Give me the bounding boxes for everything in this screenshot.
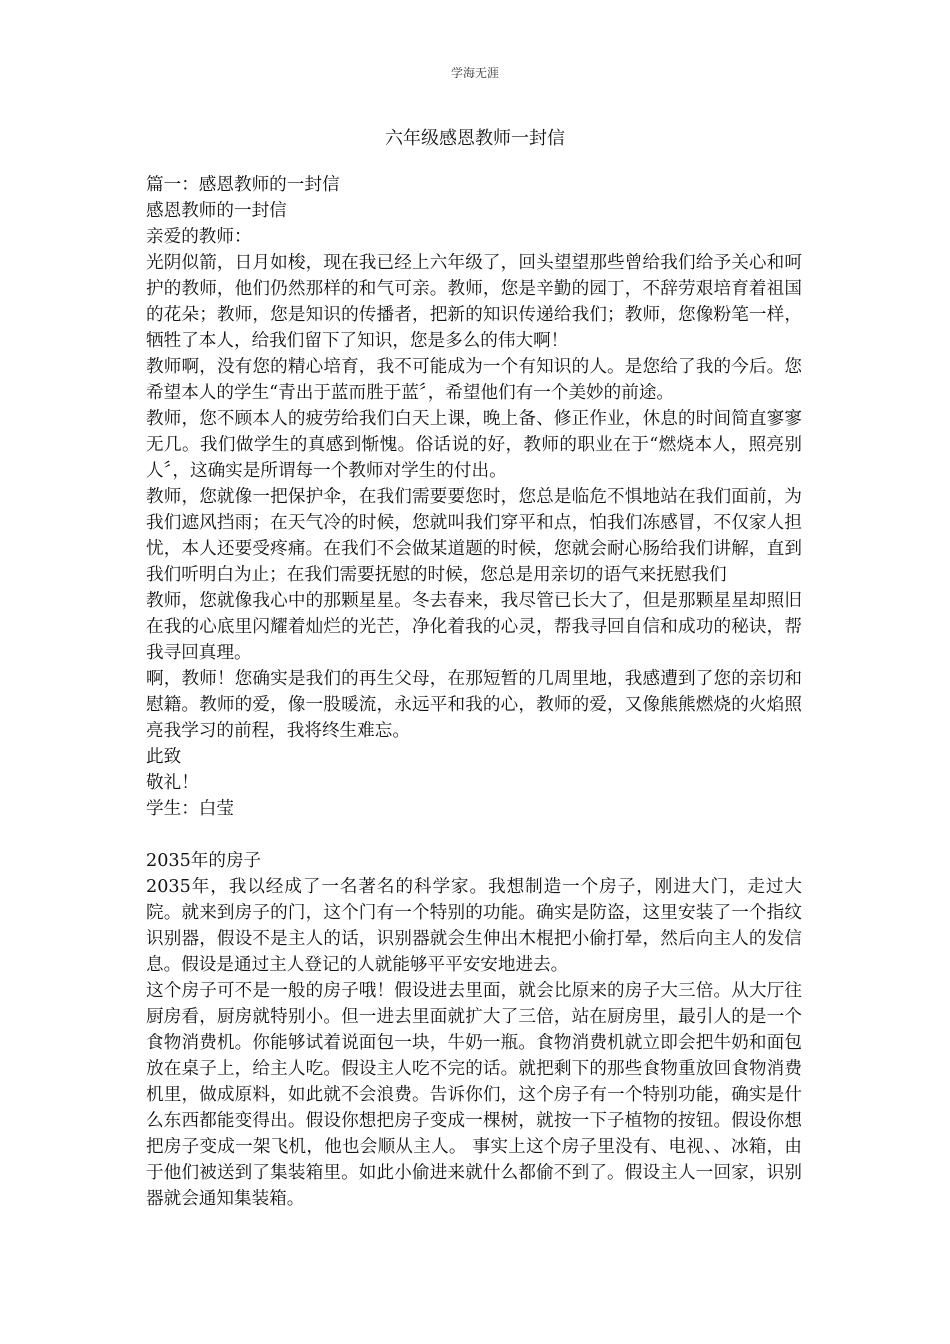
- paragraph: 这个房子可不是一般的房子哦！假设进去里面，就会比原来的房子大三倍。从大厅往厨房看，厨房就特别小。但一进去里面就扩大了三倍，站在厨房里，最引人的是一个食物消费机。你能够试着说面包一块，牛奶一瓶。食物消费机就立即会把牛奶和面包放在桌子上，给主人吃。假设主人吃不完的话。就把剩下的那些食物重放回食物消费机里，做成原料，如此就不会浪费。告诉你们，这个房子有一个特别功能，确实是什么东西都能变得出。假设你想把房子变成一棵树，就按一下子植物的按钮。假设你想把房子变成一架飞机，他也会顺从主人。 事实上这个房子里没有、电视、、冰箱，由于他们被送到了集装箱里。如此小偷进来就什么都偷不到了。假设主人一回家，识别器就会通知集装箱。: [146, 981, 802, 1209]
- page-header: 学海无涯: [450, 66, 499, 80]
- document-body: [146, 172, 802, 1212]
- closing-regards: 敬礼！: [146, 773, 199, 793]
- paragraph: 教师，您不顾本人的疲劳给我们白天上课，晚上备、修正作业，休息的时间简直寥寥无几。我们做学生的真感到惭愧。俗话说的好，教师的职业在于“燃烧本人，照亮别人〞，这确实是所谓每一个教师对学生的付出。: [146, 409, 802, 481]
- letter-title: 感恩教师的一封信: [146, 201, 287, 221]
- essay-title: 2035年的房子: [146, 851, 262, 871]
- paragraph: 教师，您就像一把保护伞，在我们需要要您时，您总是临危不惧地站在我们面前，为我们遮风挡雨；在天气冷的时候，您就叫我们穿平和点，怕我们冻感冒，不仅家人担忧，本人还要受疼痛。在我们不会做某道题的时候，您就会耐心肠给我们讲解，直到我们听明白为止；在我们需要抚慰的时候，您总是用亲切的语气来抚慰我们: [146, 487, 802, 585]
- section-heading: 篇一：感恩教师的一封信: [146, 175, 340, 195]
- paragraph: 2035年，我以经成了一名著名的科学家。我想制造一个房子，刚进大门，走过大院。就来到房子的门，这个门有一个特别的功能。确实是防盗，这里安装了一个指纹识别器，假设不是主人的话，识别器就会生伸出木棍把小偷打晕，然后向主人的发信息。假设是通过主人登记的人就能够平平安安地进去。: [146, 877, 802, 975]
- blank-line: [146, 822, 802, 848]
- paragraph: 教师啊，没有您的精心培育，我不可能成为一个有知识的人。是您给了我的今后。您希望本人的学生“青出于蓝而胜于蓝〞，希望他们有一个美妙的前途。: [146, 357, 802, 403]
- paragraph: 教师，您就像我心中的那颗星星。冬去春来，我尽管已长大了，但是那颗星星却照旧在我的心底里闪耀着灿烂的光芒，净化着我的心灵，帮我寻回自信和成功的秘诀，帮我寻回真理。: [146, 591, 802, 663]
- signature: 学生：白莹: [146, 799, 234, 819]
- paragraph: 光阴似箭，日月如梭，现在我已经上六年级了，回头望望那些曾给我们给予关心和呵护的教师，他们仍然那样的和气可亲。教师，您是辛勤的园丁，不辞劳艰培育着祖国的花朵；教师，您是知识的传播者，把新的知识传递给我们；教师，您像粉笔一样，牺牲了本人，给我们留下了知识，您是多么的伟大啊！: [146, 253, 802, 351]
- document-title: 六年级感恩教师一封信: [385, 128, 565, 149]
- paragraph: 啊，教师！您确实是我们的再生父母，在那短暂的几周里地，我感遭到了您的亲切和慰籍。教师的爱，像一股暖流，永远平和我的心，教师的爱，又像熊熊燃烧的火焰照亮我学习的前程，我将终生难忘。: [146, 669, 802, 741]
- closing-line: 此致: [146, 747, 182, 767]
- salutation: 亲爱的教师：: [146, 227, 252, 247]
